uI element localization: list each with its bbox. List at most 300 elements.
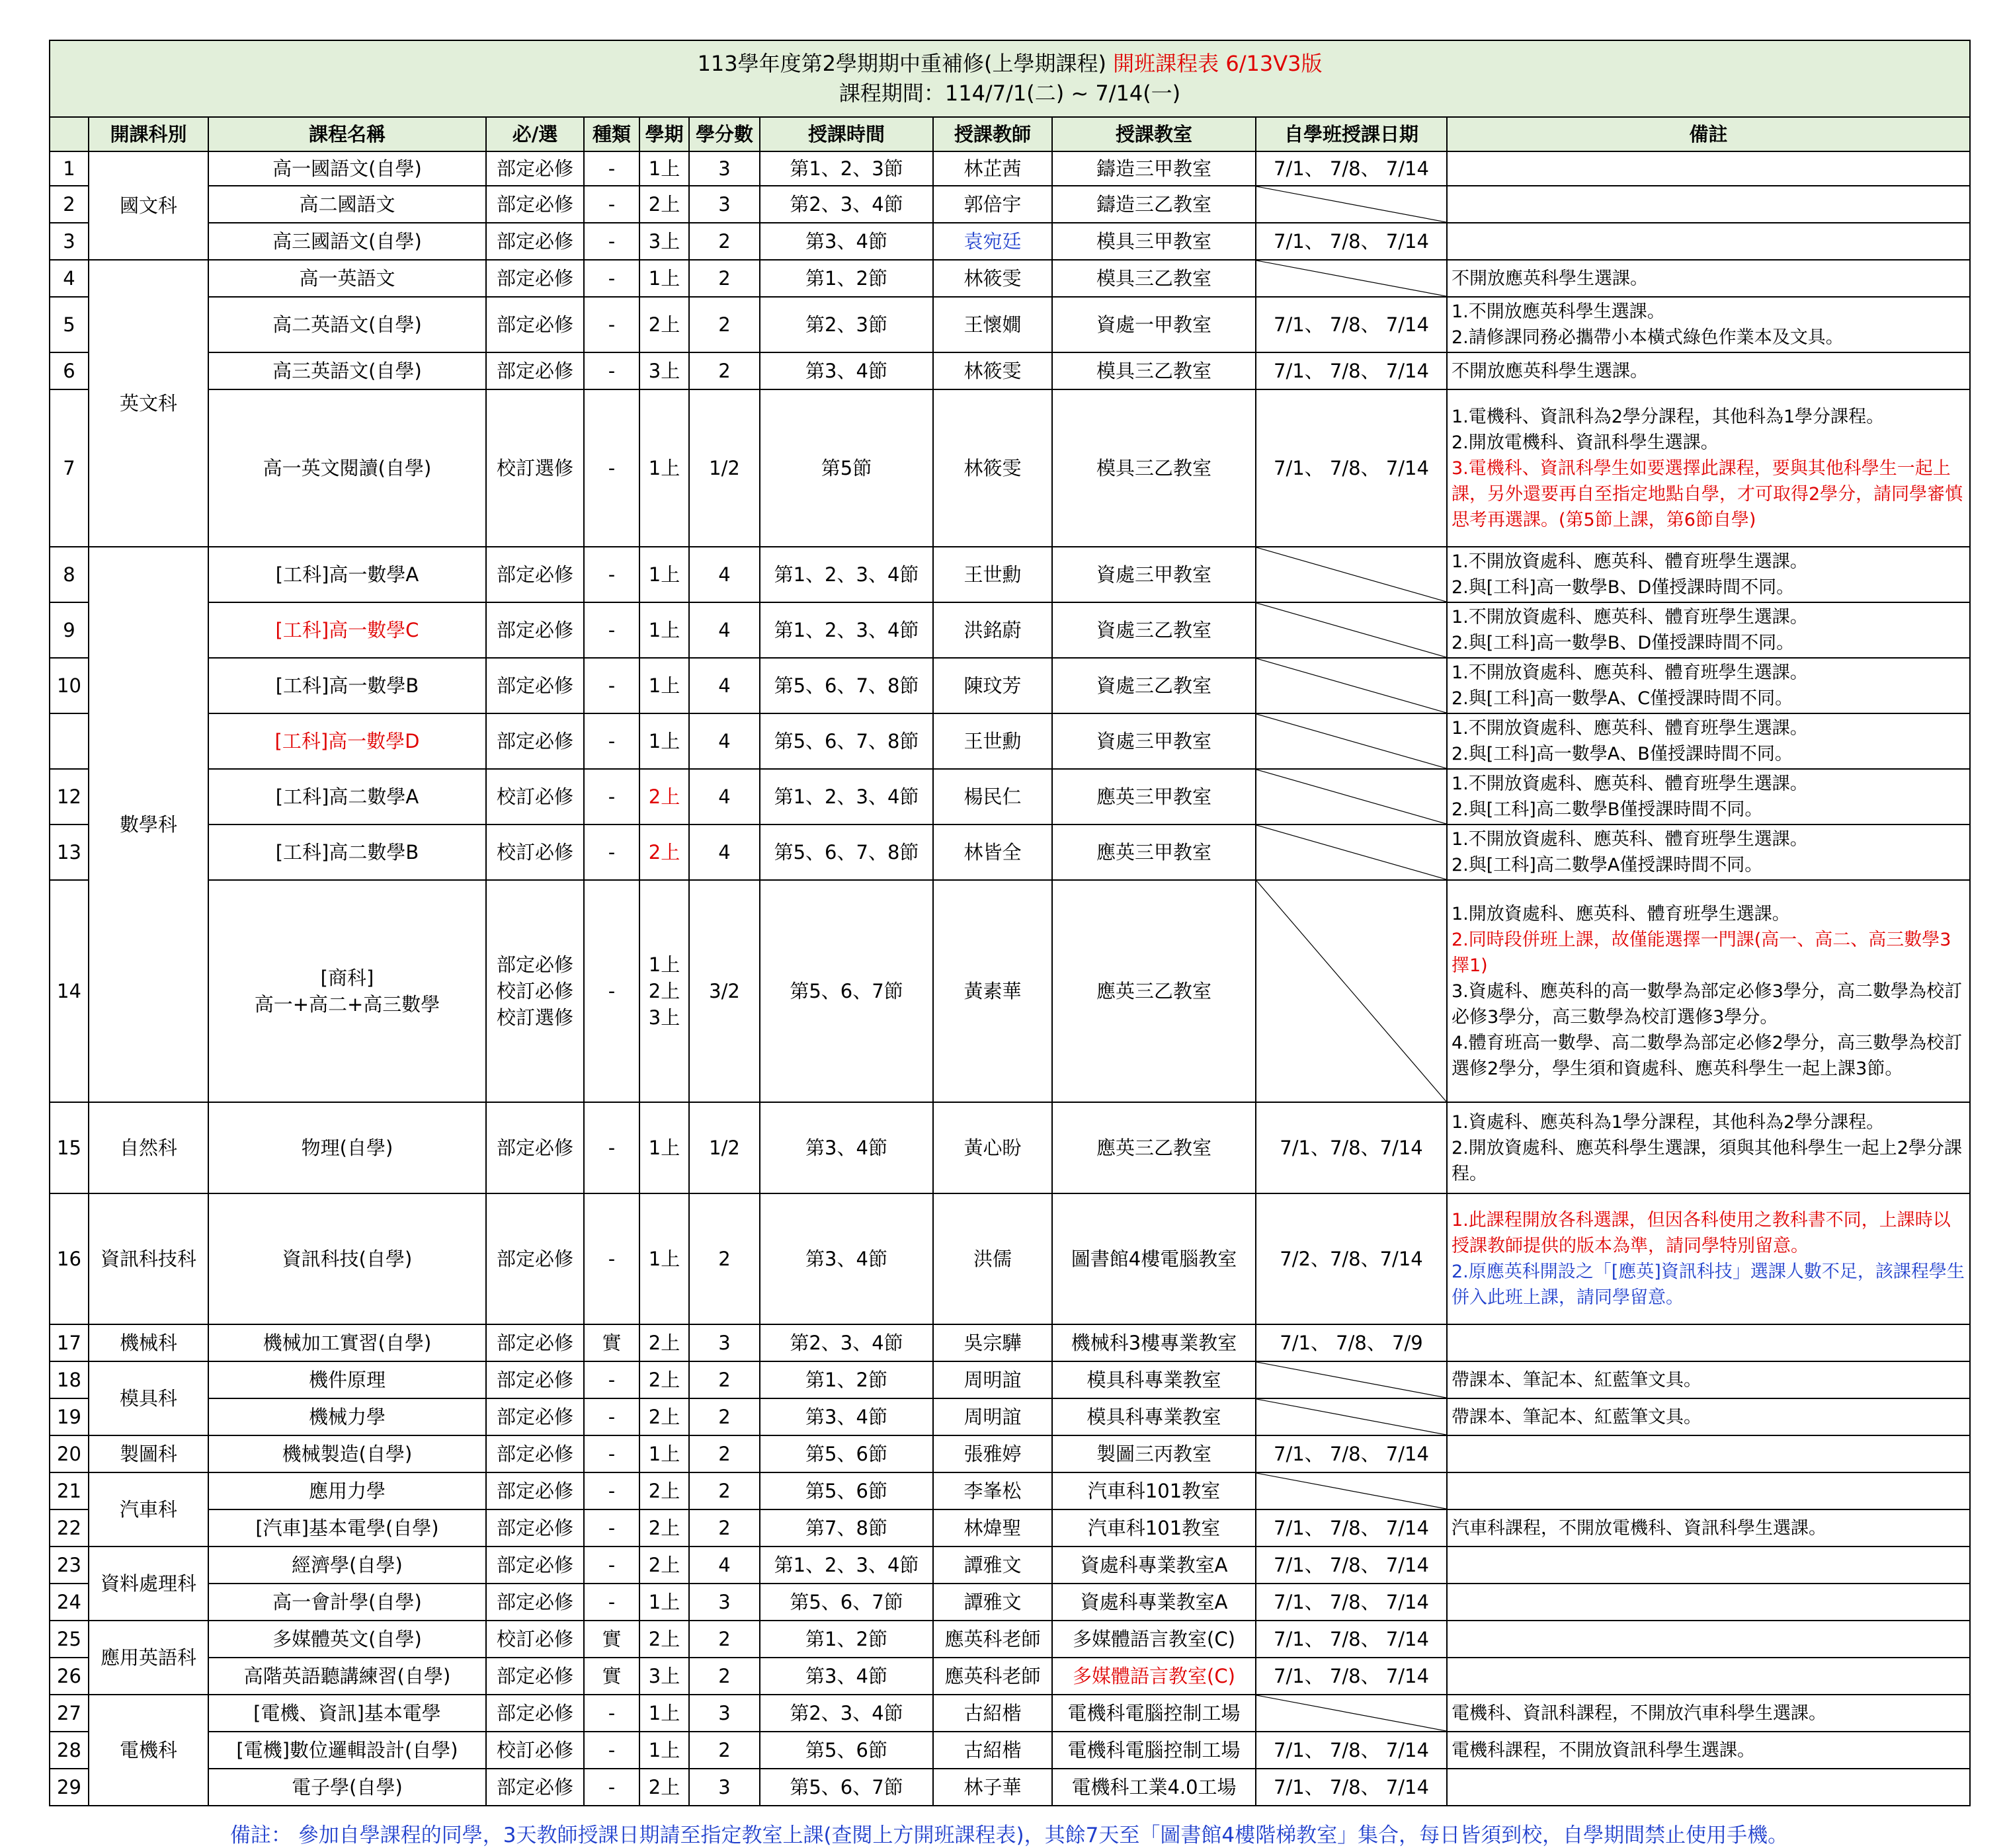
teacher-cell: 林筱雯 xyxy=(933,352,1052,389)
note-line: 帶課本、筆記本、紅藍筆文具。 xyxy=(1452,1369,1701,1390)
credit-cell: 2 xyxy=(689,352,760,389)
teacher-cell: 林筱雯 xyxy=(933,389,1052,547)
header-dates: 自學班授課日期 xyxy=(1256,117,1447,151)
dates-cell: 7/1、 7/8、 7/14 xyxy=(1256,223,1447,260)
header-course: 課程名稱 xyxy=(208,117,486,151)
teacher-cell: 王世勳 xyxy=(933,547,1052,602)
required-cell xyxy=(486,880,584,1102)
required-cell: 校訂必修 xyxy=(486,769,584,824)
notes-cell xyxy=(1447,1547,1970,1584)
teacher-cell: 應英科老師 xyxy=(933,1658,1052,1695)
term-cell: 2上 xyxy=(639,1472,689,1509)
note-line-blue: 2.原應英科開設之「[應英]資訊科技」選課人數不足，該課程學生併入此班上課，請同學留意。 xyxy=(1452,1262,1965,1308)
room-cell: 電機科工業4.0工場 xyxy=(1052,1769,1256,1806)
time-cell: 第1、2節 xyxy=(760,260,933,297)
required-cell: 部定必修 xyxy=(486,186,584,223)
term-cell: 2上 xyxy=(639,1547,689,1584)
time-cell: 第5、6、7節 xyxy=(760,880,933,1102)
kind-cell: - xyxy=(584,389,639,547)
time-cell: 第3、4節 xyxy=(760,1658,933,1695)
term-cell: 1上 xyxy=(639,658,689,713)
required-cell: 部定必修 xyxy=(486,1324,584,1361)
header-teacher: 授課教師 xyxy=(933,117,1052,151)
time-cell: 第5節 xyxy=(760,389,933,547)
term-cell: 1上 xyxy=(639,1584,689,1621)
course-line: 高一+高二+高三數學 xyxy=(254,993,440,1016)
table-row xyxy=(50,602,1970,658)
course-name: 應用力學 xyxy=(208,1472,486,1509)
note-line: 4.體育班高一數學、高二數學為部定必修2學分，高三數學為校訂選修2學分，學生須和資處科、應英科學生一起上課3節。 xyxy=(1452,1032,1962,1079)
course-line: [商科] xyxy=(320,967,374,989)
dates-cell: 7/1、 7/8、 7/14 xyxy=(1256,1547,1447,1584)
required-cell: 部定必修 xyxy=(486,602,584,658)
required-cell: 部定必修 xyxy=(486,1102,584,1193)
note-line: 1.不開放應英科學生選課。 xyxy=(1452,301,1665,322)
dates-cell: 7/1、 7/8、 7/9 xyxy=(1256,1324,1447,1361)
kind-cell: - xyxy=(584,1584,639,1621)
row-number: 28 xyxy=(50,1732,89,1769)
course-name: [工科]高二數學B xyxy=(208,824,486,880)
title-line1: 113學年度第2學期期中重補修(上學期課程) 開班課程表 6/13V3版 xyxy=(697,51,1323,76)
notes-cell xyxy=(1447,260,1970,297)
required-cell: 部定必修 xyxy=(486,1472,584,1509)
dates-cell-empty xyxy=(1256,260,1447,297)
course-name: 經濟學(自學) xyxy=(208,1547,486,1584)
department-cell: 製圖科 xyxy=(89,1435,208,1472)
term-cell: 1上 xyxy=(639,1732,689,1769)
row-number: 16 xyxy=(50,1193,89,1324)
notes-cell xyxy=(1447,223,1970,260)
credit-cell: 2 xyxy=(689,260,760,297)
term-cell: 1上 xyxy=(639,547,689,602)
credit-cell: 2 xyxy=(689,1435,760,1472)
credit-cell: 2 xyxy=(689,1193,760,1324)
notes-cell xyxy=(1447,1324,1970,1361)
dates-cell-empty xyxy=(1256,547,1447,602)
note-line: 不開放應英科學生選課。 xyxy=(1452,360,1648,382)
course-name: 高二英語文(自學) xyxy=(208,297,486,352)
teacher-cell: 李峯松 xyxy=(933,1472,1052,1509)
table-row xyxy=(50,1509,1970,1547)
department-cell: 自然科 xyxy=(89,1102,208,1193)
department-cell: 資訊科技科 xyxy=(89,1193,208,1324)
course-name: 高三國語文(自學) xyxy=(208,223,486,260)
teacher-cell: 譚雅文 xyxy=(933,1547,1052,1584)
kind-cell: - xyxy=(584,1193,639,1324)
required-cell: 部定必修 xyxy=(486,223,584,260)
term-cell xyxy=(639,824,689,880)
room-cell: 多媒體語言教室(C) xyxy=(1052,1621,1256,1658)
room-cell: 資處一甲教室 xyxy=(1052,297,1256,352)
note-line: 2.與[工科]高一數學B、D僅授課時間不同。 xyxy=(1452,577,1795,598)
required-cell: 部定必修 xyxy=(486,1547,584,1584)
row-number: 23 xyxy=(50,1547,89,1584)
kind-cell: - xyxy=(584,658,639,713)
teacher-cell: 周明誼 xyxy=(933,1361,1052,1398)
note-line: 2.開放電機科、資訊科學生選課。 xyxy=(1452,432,1719,453)
note-line: 帶課本、筆記本、紅藍筆文具。 xyxy=(1452,1406,1701,1427)
kind-cell: - xyxy=(584,1435,639,1472)
course-name: 高一英文閱讀(自學) xyxy=(208,389,486,547)
room-cell: 鑄造三甲教室 xyxy=(1052,151,1256,186)
required-cell: 部定必修 xyxy=(486,352,584,389)
credit-cell: 3 xyxy=(689,151,760,186)
row-number: 18 xyxy=(50,1361,89,1398)
course-name: [工科]高二數學A xyxy=(208,769,486,824)
title-line2: 課程期間：114/7/1(二) ~ 7/14(一) xyxy=(839,81,1181,106)
credit-cell: 3 xyxy=(689,1769,760,1806)
table-row xyxy=(50,1193,1970,1324)
dates-cell-empty xyxy=(1256,1472,1447,1509)
time-cell: 第3、4節 xyxy=(760,1398,933,1435)
room-cell: 多媒體語言教室(C) xyxy=(1052,1658,1256,1695)
row-number xyxy=(50,713,89,769)
term-cell: 2上 xyxy=(639,1324,689,1361)
term-cell: 3上 xyxy=(639,352,689,389)
course-name: 高階英語聽講練習(自學) xyxy=(208,1658,486,1695)
dates-cell-empty xyxy=(1256,713,1447,769)
row-number: 24 xyxy=(50,1584,89,1621)
term-value: 2上 xyxy=(648,785,680,808)
kind-cell: - xyxy=(584,1102,639,1193)
notes-cell xyxy=(1447,1584,1970,1621)
teacher-cell: 袁宛廷 xyxy=(933,223,1052,260)
kind-cell: - xyxy=(584,602,639,658)
header-required: 必/選 xyxy=(486,117,584,151)
dates-cell: 7/1、 7/8、 7/14 xyxy=(1256,1621,1447,1658)
teacher-cell: 陳玟芳 xyxy=(933,658,1052,713)
room-cell: 模具科專業教室 xyxy=(1052,1361,1256,1398)
kind-cell: - xyxy=(584,151,639,186)
kind-cell: - xyxy=(584,547,639,602)
credit-cell: 2 xyxy=(689,1398,760,1435)
notes-cell xyxy=(1447,1435,1970,1472)
notes-cell xyxy=(1447,1193,1970,1324)
room-cell: 應英三甲教室 xyxy=(1052,769,1256,824)
dates-cell: 7/1、 7/8、 7/14 xyxy=(1256,352,1447,389)
time-cell: 第1、2、3、4節 xyxy=(760,769,933,824)
required-line: 校訂必修 xyxy=(496,980,573,1002)
dates-cell-empty xyxy=(1256,1695,1447,1732)
note-line: 3.資處科、應英科的高一數學為部定必修3學分，高二數學為校訂必修3學分，高三數學為校訂選修3學分。 xyxy=(1452,981,1962,1027)
department-cell: 資料處理科 xyxy=(89,1547,208,1621)
row-number: 8 xyxy=(50,547,89,602)
dates-cell-empty xyxy=(1256,602,1447,658)
note-line: 1.資處科、應英科為1學分課程，其他科為2學分課程。 xyxy=(1452,1111,1885,1133)
teacher-cell: 黃素華 xyxy=(933,880,1052,1102)
department-cell: 機械科 xyxy=(89,1324,208,1361)
time-cell: 第5、6、7、8節 xyxy=(760,824,933,880)
required-cell: 校訂必修 xyxy=(486,824,584,880)
notes-cell xyxy=(1447,151,1970,186)
teacher-cell: 林皆全 xyxy=(933,824,1052,880)
credit-cell: 4 xyxy=(689,824,760,880)
notes-cell xyxy=(1447,1102,1970,1193)
dates-cell: 7/1、7/8、7/14 xyxy=(1256,1102,1447,1193)
header-room: 授課教室 xyxy=(1052,117,1256,151)
required-cell: 部定必修 xyxy=(486,1509,584,1547)
room-cell: 資處三乙教室 xyxy=(1052,658,1256,713)
credit-cell: 2 xyxy=(689,223,760,260)
teacher-cell: 林煒聖 xyxy=(933,1509,1052,1547)
credit-cell: 3 xyxy=(689,1584,760,1621)
time-cell: 第2、3節 xyxy=(760,297,933,352)
term-cell: 2上 xyxy=(639,1509,689,1547)
kind-cell: - xyxy=(584,824,639,880)
course-name: 資訊科技(自學) xyxy=(208,1193,486,1324)
notes-cell xyxy=(1447,1695,1970,1732)
credit-cell: 4 xyxy=(689,713,760,769)
course-name: 電子學(自學) xyxy=(208,1769,486,1806)
table-body xyxy=(50,151,1970,1806)
course-name: 高一會計學(自學) xyxy=(208,1584,486,1621)
header-no xyxy=(50,117,89,151)
notes-cell xyxy=(1447,1769,1970,1806)
table-row xyxy=(50,1398,1970,1435)
course-name: [電機、資訊]基本電學 xyxy=(208,1695,486,1732)
note-line: 2.與[工科]高二數學B僅授課時間不同。 xyxy=(1452,799,1763,820)
required-cell: 部定必修 xyxy=(486,1361,584,1398)
time-cell: 第5、6節 xyxy=(760,1472,933,1509)
term-cell: 1上 xyxy=(639,1102,689,1193)
credit-cell: 2 xyxy=(689,1509,760,1547)
term-cell: 2上 xyxy=(639,186,689,223)
dates-cell: 7/1、 7/8、 7/14 xyxy=(1256,389,1447,547)
required-cell: 部定必修 xyxy=(486,658,584,713)
teacher-cell: 黃心盼 xyxy=(933,1102,1052,1193)
time-cell: 第1、2節 xyxy=(760,1361,933,1398)
course-name: 高三英語文(自學) xyxy=(208,352,486,389)
term-cell xyxy=(639,880,689,1102)
course-name: 機械加工實習(自學) xyxy=(208,1324,486,1361)
notes-cell xyxy=(1447,713,1970,769)
credit-cell: 3 xyxy=(689,186,760,223)
note-line: 1.開放資處科、應英科、體育班學生選課。 xyxy=(1452,903,1790,924)
dates-cell-empty xyxy=(1256,769,1447,824)
kind-cell: - xyxy=(584,1509,639,1547)
kind-cell: - xyxy=(584,1472,639,1509)
header-kind: 種類 xyxy=(584,117,639,151)
time-cell: 第2、3、4節 xyxy=(760,186,933,223)
table-row xyxy=(50,547,1970,602)
teacher-cell: 譚雅文 xyxy=(933,1584,1052,1621)
credit-cell: 2 xyxy=(689,1732,760,1769)
header-row xyxy=(50,117,1970,151)
course-name: [工科]高一數學A xyxy=(208,547,486,602)
teacher-cell: 林子華 xyxy=(933,1769,1052,1806)
time-cell: 第1、2、3、4節 xyxy=(760,547,933,602)
table-row xyxy=(50,151,1970,186)
table-row xyxy=(50,1324,1970,1361)
row-number: 5 xyxy=(50,297,89,352)
term-value: 2上 xyxy=(648,841,680,864)
teacher-cell: 周明誼 xyxy=(933,1398,1052,1435)
time-cell: 第3、4節 xyxy=(760,352,933,389)
time-cell: 第5、6節 xyxy=(760,1435,933,1472)
term-cell: 1上 xyxy=(639,1193,689,1324)
notes-cell xyxy=(1447,1509,1970,1547)
row-number: 1 xyxy=(50,151,89,186)
row-number: 10 xyxy=(50,658,89,713)
term-line: 1上 xyxy=(648,953,680,976)
dates-cell: 7/1、 7/8、 7/14 xyxy=(1256,1435,1447,1472)
teacher-cell: 王世勳 xyxy=(933,713,1052,769)
kind-cell: 實 xyxy=(584,1658,639,1695)
term-cell xyxy=(639,769,689,824)
note-line: 1.電機科、資訊科為2學分課程，其他科為1學分課程。 xyxy=(1452,406,1885,427)
term-cell: 2上 xyxy=(639,297,689,352)
teacher-cell: 林芷茜 xyxy=(933,151,1052,186)
note-line-red: 2.同時段併班上課，故僅能選擇一門課(高一、高二、高三數學3擇1) xyxy=(1452,929,1951,976)
row-number: 9 xyxy=(50,602,89,658)
credit-cell: 2 xyxy=(689,1472,760,1509)
row-number: 21 xyxy=(50,1472,89,1509)
time-cell: 第1、2、3、4節 xyxy=(760,602,933,658)
teacher-cell: 古紹楷 xyxy=(933,1732,1052,1769)
required-cell: 校訂選修 xyxy=(486,389,584,547)
table-row xyxy=(50,824,1970,880)
required-cell: 部定必修 xyxy=(486,1695,584,1732)
room-cell: 機械科3樓專業教室 xyxy=(1052,1324,1256,1361)
room-cell: 應英三乙教室 xyxy=(1052,1102,1256,1193)
table-row xyxy=(50,1621,1970,1658)
term-cell: 1上 xyxy=(639,602,689,658)
kind-cell: - xyxy=(584,1695,639,1732)
notes-cell xyxy=(1447,297,1970,352)
note-line: 2.與[工科]高一數學B、D僅授課時間不同。 xyxy=(1452,633,1795,653)
credit-cell: 1/2 xyxy=(689,1102,760,1193)
notes-cell xyxy=(1447,769,1970,824)
row-number: 17 xyxy=(50,1324,89,1361)
row-number: 15 xyxy=(50,1102,89,1193)
row-number: 13 xyxy=(50,824,89,880)
course-name: 高一國語文(自學) xyxy=(208,151,486,186)
note-line: 2.與[工科]高二數學A僅授課時間不同。 xyxy=(1452,855,1763,875)
term-cell: 1上 xyxy=(639,1695,689,1732)
room-cell: 模具三甲教室 xyxy=(1052,223,1256,260)
teacher-cell: 郭倍宇 xyxy=(933,186,1052,223)
department-cell: 數學科 xyxy=(89,547,208,1102)
table-row xyxy=(50,1584,1970,1621)
course-name: [電機]數位邏輯設計(自學) xyxy=(208,1732,486,1769)
dates-cell-empty xyxy=(1256,1398,1447,1435)
notes-cell xyxy=(1447,547,1970,602)
course-name: [工科]高一數學B xyxy=(208,658,486,713)
note-line: 1.不開放資處科、應英科、體育班學生選課。 xyxy=(1452,718,1808,739)
time-cell: 第5、6、7節 xyxy=(760,1584,933,1621)
table-row xyxy=(50,1547,1970,1584)
table-row xyxy=(50,1695,1970,1732)
term-cell: 3上 xyxy=(639,223,689,260)
room-cell: 資處三甲教室 xyxy=(1052,713,1256,769)
required-cell: 部定必修 xyxy=(486,713,584,769)
header-term: 學期 xyxy=(639,117,689,151)
teacher-cell: 張雅婷 xyxy=(933,1435,1052,1472)
row-number: 26 xyxy=(50,1658,89,1695)
note-line: 汽車科課程，不開放電機科、資訊科學生選課。 xyxy=(1452,1517,1826,1539)
notes-cell xyxy=(1447,658,1970,713)
credit-cell: 1/2 xyxy=(689,389,760,547)
table-row xyxy=(50,1361,1970,1398)
table-row xyxy=(50,389,1970,547)
room-cell: 鑄造三乙教室 xyxy=(1052,186,1256,223)
room-cell: 資處三乙教室 xyxy=(1052,602,1256,658)
term-cell: 2上 xyxy=(639,1621,689,1658)
notes-cell xyxy=(1447,389,1970,547)
course-table-container xyxy=(49,40,1969,1847)
row-number: 4 xyxy=(50,260,89,297)
credit-cell: 2 xyxy=(689,1361,760,1398)
note-line: 電機科課程，不開放資訊科學生選課。 xyxy=(1452,1740,1755,1761)
required-cell: 部定必修 xyxy=(486,547,584,602)
table-row xyxy=(50,1732,1970,1769)
row-number: 3 xyxy=(50,223,89,260)
table-row xyxy=(50,880,1970,1102)
table-row xyxy=(50,1102,1970,1193)
required-cell: 校訂必修 xyxy=(486,1621,584,1658)
department-cell: 應用英語科 xyxy=(89,1621,208,1695)
room-cell: 模具三乙教室 xyxy=(1052,389,1256,547)
notes-cell xyxy=(1447,1732,1970,1769)
course-name: 多媒體英文(自學) xyxy=(208,1621,486,1658)
time-cell: 第1、2、3節 xyxy=(760,151,933,186)
room-cell: 資處科專業教室A xyxy=(1052,1584,1256,1621)
dates-cell-empty xyxy=(1256,658,1447,713)
row-number: 19 xyxy=(50,1398,89,1435)
notes-cell xyxy=(1447,352,1970,389)
required-cell: 部定必修 xyxy=(486,1769,584,1806)
note-line: 不開放應英科學生選課。 xyxy=(1452,268,1648,289)
table-row xyxy=(50,658,1970,713)
note-line: 1.不開放資處科、應英科、體育班學生選課。 xyxy=(1452,829,1808,850)
dates-cell: 7/1、 7/8、 7/14 xyxy=(1256,1769,1447,1806)
required-cell: 部定必修 xyxy=(486,1584,584,1621)
time-cell: 第5、6、7、8節 xyxy=(760,713,933,769)
room-cell: 模具科專業教室 xyxy=(1052,1398,1256,1435)
required-cell: 部定必修 xyxy=(486,151,584,186)
notes-cell xyxy=(1447,1472,1970,1509)
teacher-cell: 楊民仁 xyxy=(933,769,1052,824)
dates-cell-empty xyxy=(1256,1361,1447,1398)
credit-cell: 4 xyxy=(689,1547,760,1584)
course-name: [工科]高一數學D xyxy=(208,713,486,769)
dates-cell: 7/1、 7/8、 7/14 xyxy=(1256,1732,1447,1769)
row-number: 20 xyxy=(50,1435,89,1472)
room-cell: 模具三乙教室 xyxy=(1052,260,1256,297)
kind-cell: - xyxy=(584,223,639,260)
row-number: 6 xyxy=(50,352,89,389)
row-number: 25 xyxy=(50,1621,89,1658)
term-cell: 1上 xyxy=(639,260,689,297)
table-row xyxy=(50,186,1970,223)
course-table xyxy=(49,40,1971,1806)
department-cell: 國文科 xyxy=(89,151,208,260)
department-cell: 電機科 xyxy=(89,1695,208,1806)
row-number: 14 xyxy=(50,880,89,1102)
time-cell: 第3、4節 xyxy=(760,1102,933,1193)
notes-cell xyxy=(1447,602,1970,658)
dates-cell: 7/1、 7/8、 7/14 xyxy=(1256,151,1447,186)
time-cell: 第1、2、3、4節 xyxy=(760,1547,933,1584)
room-cell: 資處三甲教室 xyxy=(1052,547,1256,602)
kind-cell: - xyxy=(584,713,639,769)
course-name: [汽車]基本電學(自學) xyxy=(208,1509,486,1547)
course-name: 高一英語文 xyxy=(208,260,486,297)
table-row xyxy=(50,352,1970,389)
credit-cell: 3 xyxy=(689,1695,760,1732)
dates-cell-empty xyxy=(1256,880,1447,1102)
time-cell: 第3、4節 xyxy=(760,223,933,260)
